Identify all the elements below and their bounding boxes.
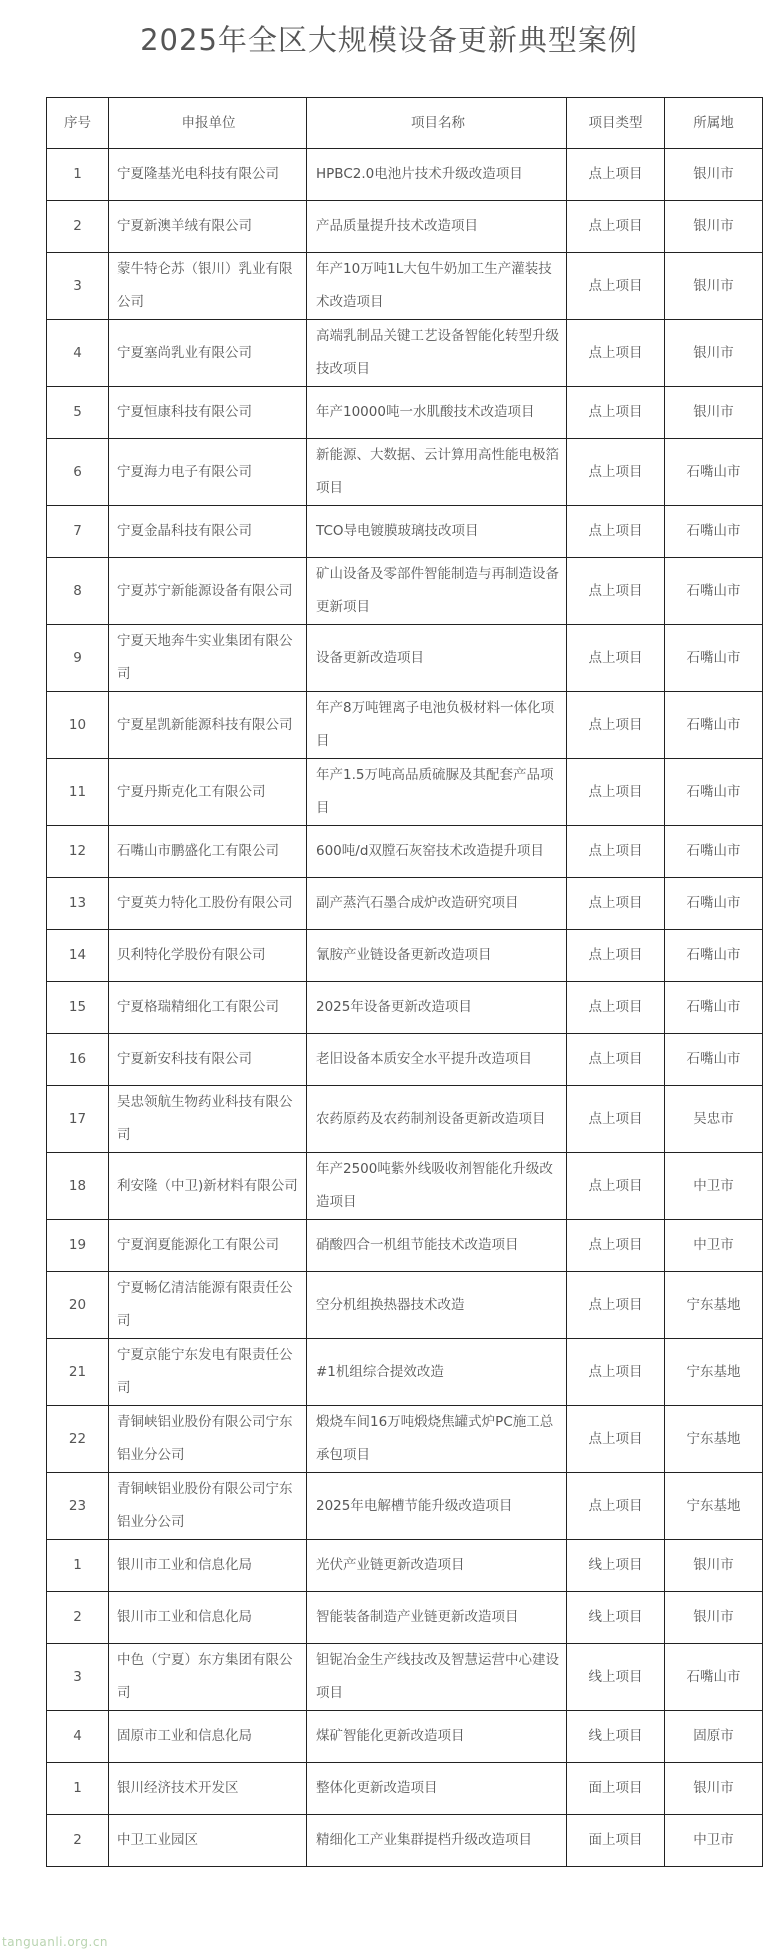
cell-type: 点上项目 bbox=[567, 558, 665, 625]
cell-unit: 宁夏润夏能源化工有限公司 bbox=[109, 1220, 307, 1272]
cell-location: 宁东基地 bbox=[665, 1406, 763, 1473]
cell-project: 设备更新改造项目 bbox=[307, 625, 567, 692]
cell-location: 石嘴山市 bbox=[665, 930, 763, 982]
cell-unit: 宁夏塞尚乳业有限公司 bbox=[109, 320, 307, 387]
cell-seq: 4 bbox=[47, 320, 109, 387]
table-row bbox=[47, 1406, 763, 1473]
table-row bbox=[47, 320, 763, 387]
cell-project: #1机组综合提效改造 bbox=[307, 1339, 567, 1406]
table-row bbox=[47, 1473, 763, 1540]
cell-unit: 青铜峡铝业股份有限公司宁东铝业分公司 bbox=[109, 1473, 307, 1540]
cell-project: 老旧设备本质安全水平提升改造项目 bbox=[307, 1034, 567, 1086]
cell-seq: 9 bbox=[47, 625, 109, 692]
cell-unit: 银川经济技术开发区 bbox=[109, 1763, 307, 1815]
watermark: tanguanli.org.cn bbox=[2, 1935, 109, 1949]
cell-location: 石嘴山市 bbox=[665, 1034, 763, 1086]
cell-location: 银川市 bbox=[665, 1540, 763, 1592]
table-header-row bbox=[47, 98, 763, 149]
cell-project: 高端乳制品关键工艺设备智能化转型升级技改项目 bbox=[307, 320, 567, 387]
cell-unit: 贝利特化学股份有限公司 bbox=[109, 930, 307, 982]
cell-type: 点上项目 bbox=[567, 1473, 665, 1540]
table-row bbox=[47, 253, 763, 320]
cell-type: 点上项目 bbox=[567, 1406, 665, 1473]
cell-location: 石嘴山市 bbox=[665, 558, 763, 625]
cell-location: 中卫市 bbox=[665, 1815, 763, 1867]
cell-unit: 宁夏星凯新能源科技有限公司 bbox=[109, 692, 307, 759]
table-row bbox=[47, 1034, 763, 1086]
cell-seq: 1 bbox=[47, 1540, 109, 1592]
cell-project: 精细化工产业集群提档升级改造项目 bbox=[307, 1815, 567, 1867]
cell-seq: 21 bbox=[47, 1339, 109, 1406]
header-location: 所属地 bbox=[665, 98, 763, 149]
cell-type: 点上项目 bbox=[567, 320, 665, 387]
cell-location: 银川市 bbox=[665, 201, 763, 253]
cell-unit: 蒙牛特仑苏（银川）乳业有限公司 bbox=[109, 253, 307, 320]
cell-unit: 宁夏格瑞精细化工有限公司 bbox=[109, 982, 307, 1034]
cell-seq: 20 bbox=[47, 1272, 109, 1339]
table-row bbox=[47, 558, 763, 625]
cell-type: 线上项目 bbox=[567, 1540, 665, 1592]
table-row bbox=[47, 826, 763, 878]
cell-location: 银川市 bbox=[665, 387, 763, 439]
table-row bbox=[47, 1220, 763, 1272]
header-unit: 申报单位 bbox=[109, 98, 307, 149]
cell-seq: 17 bbox=[47, 1086, 109, 1153]
cell-project: 年产8万吨锂离子电池负极材料一体化项目 bbox=[307, 692, 567, 759]
cell-location: 银川市 bbox=[665, 1763, 763, 1815]
cell-location: 银川市 bbox=[665, 320, 763, 387]
cell-type: 线上项目 bbox=[567, 1592, 665, 1644]
cell-project: 新能源、大数据、云计算用高性能电极箔项目 bbox=[307, 439, 567, 506]
table-row bbox=[47, 982, 763, 1034]
cell-type: 线上项目 bbox=[567, 1644, 665, 1711]
cell-project: TCO导电镀膜玻璃技改项目 bbox=[307, 506, 567, 558]
cell-type: 面上项目 bbox=[567, 1763, 665, 1815]
table-row bbox=[47, 878, 763, 930]
cell-unit: 宁夏恒康科技有限公司 bbox=[109, 387, 307, 439]
table-row bbox=[47, 1540, 763, 1592]
cell-type: 线上项目 bbox=[567, 1711, 665, 1763]
cell-unit: 宁夏丹斯克化工有限公司 bbox=[109, 759, 307, 826]
cell-unit: 宁夏金晶科技有限公司 bbox=[109, 506, 307, 558]
cell-type: 点上项目 bbox=[567, 625, 665, 692]
page-title: 2025年全区大规模设备更新典型案例 bbox=[140, 23, 638, 57]
cell-type: 点上项目 bbox=[567, 1220, 665, 1272]
cell-unit: 宁夏海力电子有限公司 bbox=[109, 439, 307, 506]
cell-seq: 3 bbox=[47, 1644, 109, 1711]
cell-seq: 1 bbox=[47, 1763, 109, 1815]
cell-unit: 利安隆（中卫)新材料有限公司 bbox=[109, 1153, 307, 1220]
cell-type: 点上项目 bbox=[567, 930, 665, 982]
cell-seq: 15 bbox=[47, 982, 109, 1034]
table-row bbox=[47, 149, 763, 201]
cell-location: 吴忠市 bbox=[665, 1086, 763, 1153]
cell-seq: 2 bbox=[47, 1815, 109, 1867]
cell-location: 银川市 bbox=[665, 253, 763, 320]
cell-type: 点上项目 bbox=[567, 201, 665, 253]
cell-seq: 23 bbox=[47, 1473, 109, 1540]
cell-unit: 中卫工业园区 bbox=[109, 1815, 307, 1867]
cell-location: 石嘴山市 bbox=[665, 439, 763, 506]
table-row bbox=[47, 692, 763, 759]
cell-type: 点上项目 bbox=[567, 1086, 665, 1153]
cell-project: 年产1.5万吨高品质硫脲及其配套产品项目 bbox=[307, 759, 567, 826]
table-row bbox=[47, 1153, 763, 1220]
cell-location: 石嘴山市 bbox=[665, 826, 763, 878]
cell-project: HPBC2.0电池片技术升级改造项目 bbox=[307, 149, 567, 201]
cell-type: 点上项目 bbox=[567, 1272, 665, 1339]
cell-project: 年产10000吨一水肌酸技术改造项目 bbox=[307, 387, 567, 439]
cell-location: 宁东基地 bbox=[665, 1272, 763, 1339]
table-row bbox=[47, 506, 763, 558]
cell-unit: 石嘴山市鹏盛化工有限公司 bbox=[109, 826, 307, 878]
cell-unit: 宁夏天地奔牛实业集团有限公司 bbox=[109, 625, 307, 692]
cell-unit: 吴忠领航生物药业科技有限公司 bbox=[109, 1086, 307, 1153]
table-row bbox=[47, 759, 763, 826]
cell-location: 宁东基地 bbox=[665, 1339, 763, 1406]
cell-seq: 19 bbox=[47, 1220, 109, 1272]
cell-project: 煅烧车间16万吨煅烧焦罐式炉PC施工总承包项目 bbox=[307, 1406, 567, 1473]
table-row bbox=[47, 625, 763, 692]
cell-project: 2025年电解槽节能升级改造项目 bbox=[307, 1473, 567, 1540]
cell-project: 2025年设备更新改造项目 bbox=[307, 982, 567, 1034]
cell-project: 煤矿智能化更新改造项目 bbox=[307, 1711, 567, 1763]
cell-location: 石嘴山市 bbox=[665, 982, 763, 1034]
cell-unit: 宁夏京能宁东发电有限责任公司 bbox=[109, 1339, 307, 1406]
cell-seq: 13 bbox=[47, 878, 109, 930]
cell-type: 点上项目 bbox=[567, 1034, 665, 1086]
cell-unit: 宁夏苏宁新能源设备有限公司 bbox=[109, 558, 307, 625]
cell-seq: 16 bbox=[47, 1034, 109, 1086]
cell-seq: 6 bbox=[47, 439, 109, 506]
cell-location: 银川市 bbox=[665, 149, 763, 201]
cell-type: 点上项目 bbox=[567, 149, 665, 201]
header-project: 项目名称 bbox=[307, 98, 567, 149]
table-row bbox=[47, 1644, 763, 1711]
cell-seq: 7 bbox=[47, 506, 109, 558]
cell-project: 智能装备制造产业链更新改造项目 bbox=[307, 1592, 567, 1644]
table-row bbox=[47, 1272, 763, 1339]
cell-location: 石嘴山市 bbox=[665, 1644, 763, 1711]
cell-unit: 宁夏新安科技有限公司 bbox=[109, 1034, 307, 1086]
table-row bbox=[47, 439, 763, 506]
cell-type: 点上项目 bbox=[567, 1339, 665, 1406]
cell-seq: 12 bbox=[47, 826, 109, 878]
cell-project: 产品质量提升技术改造项目 bbox=[307, 201, 567, 253]
cell-location: 石嘴山市 bbox=[665, 506, 763, 558]
cell-unit: 固原市工业和信息化局 bbox=[109, 1711, 307, 1763]
cell-project: 氰胺产业链设备更新改造项目 bbox=[307, 930, 567, 982]
cell-unit: 中色（宁夏）东方集团有限公司 bbox=[109, 1644, 307, 1711]
table-row bbox=[47, 1592, 763, 1644]
cell-type: 点上项目 bbox=[567, 692, 665, 759]
cell-project: 农药原药及农药制剂设备更新改造项目 bbox=[307, 1086, 567, 1153]
table-row bbox=[47, 1815, 763, 1867]
cell-type: 点上项目 bbox=[567, 826, 665, 878]
cell-type: 点上项目 bbox=[567, 439, 665, 506]
cell-location: 中卫市 bbox=[665, 1153, 763, 1220]
cell-seq: 8 bbox=[47, 558, 109, 625]
cell-seq: 5 bbox=[47, 387, 109, 439]
header-seq: 序号 bbox=[47, 98, 109, 149]
cell-location: 宁东基地 bbox=[665, 1473, 763, 1540]
table-row bbox=[47, 1711, 763, 1763]
table-row bbox=[47, 201, 763, 253]
table-row bbox=[47, 930, 763, 982]
cell-unit: 宁夏新澳羊绒有限公司 bbox=[109, 201, 307, 253]
cell-location: 石嘴山市 bbox=[665, 759, 763, 826]
cell-type: 面上项目 bbox=[567, 1815, 665, 1867]
header-type: 项目类型 bbox=[567, 98, 665, 149]
cell-location: 石嘴山市 bbox=[665, 878, 763, 930]
cell-location: 银川市 bbox=[665, 1592, 763, 1644]
cell-project: 年产2500吨紫外线吸收剂智能化升级改造项目 bbox=[307, 1153, 567, 1220]
cell-seq: 22 bbox=[47, 1406, 109, 1473]
cell-project: 矿山设备及零部件智能制造与再制造设备更新项目 bbox=[307, 558, 567, 625]
table-row bbox=[47, 1763, 763, 1815]
cell-seq: 18 bbox=[47, 1153, 109, 1220]
cell-type: 点上项目 bbox=[567, 253, 665, 320]
cell-type: 点上项目 bbox=[567, 506, 665, 558]
cell-type: 点上项目 bbox=[567, 387, 665, 439]
cell-seq: 4 bbox=[47, 1711, 109, 1763]
cases-table bbox=[46, 97, 763, 1867]
cell-location: 固原市 bbox=[665, 1711, 763, 1763]
cell-seq: 2 bbox=[47, 1592, 109, 1644]
table-body bbox=[47, 149, 763, 1867]
cell-location: 石嘴山市 bbox=[665, 625, 763, 692]
cell-project: 600吨/d双膛石灰窑技术改造提升项目 bbox=[307, 826, 567, 878]
cell-type: 点上项目 bbox=[567, 1153, 665, 1220]
cell-seq: 1 bbox=[47, 149, 109, 201]
cell-unit: 宁夏英力特化工股份有限公司 bbox=[109, 878, 307, 930]
cell-unit: 青铜峡铝业股份有限公司宁东铝业分公司 bbox=[109, 1406, 307, 1473]
cell-project: 年产10万吨1L大包牛奶加工生产灌装技术改造项目 bbox=[307, 253, 567, 320]
cell-project: 空分机组换热器技术改造 bbox=[307, 1272, 567, 1339]
cell-type: 点上项目 bbox=[567, 982, 665, 1034]
cell-seq: 14 bbox=[47, 930, 109, 982]
cell-location: 石嘴山市 bbox=[665, 692, 763, 759]
table-row bbox=[47, 1086, 763, 1153]
table-row bbox=[47, 1339, 763, 1406]
cell-project: 钽铌冶金生产线技改及智慧运营中心建设项目 bbox=[307, 1644, 567, 1711]
cell-seq: 3 bbox=[47, 253, 109, 320]
cell-unit: 银川市工业和信息化局 bbox=[109, 1592, 307, 1644]
cell-location: 中卫市 bbox=[665, 1220, 763, 1272]
cell-project: 硝酸四合一机组节能技术改造项目 bbox=[307, 1220, 567, 1272]
cell-unit: 宁夏畅亿清洁能源有限责任公司 bbox=[109, 1272, 307, 1339]
cell-type: 点上项目 bbox=[567, 878, 665, 930]
cell-unit: 银川市工业和信息化局 bbox=[109, 1540, 307, 1592]
table-row bbox=[47, 387, 763, 439]
cell-project: 整体化更新改造项目 bbox=[307, 1763, 567, 1815]
cell-seq: 11 bbox=[47, 759, 109, 826]
cell-seq: 2 bbox=[47, 201, 109, 253]
cell-unit: 宁夏隆基光电科技有限公司 bbox=[109, 149, 307, 201]
cell-project: 副产蒸汽石墨合成炉改造研究项目 bbox=[307, 878, 567, 930]
cell-type: 点上项目 bbox=[567, 759, 665, 826]
cell-project: 光伏产业链更新改造项目 bbox=[307, 1540, 567, 1592]
cell-seq: 10 bbox=[47, 692, 109, 759]
